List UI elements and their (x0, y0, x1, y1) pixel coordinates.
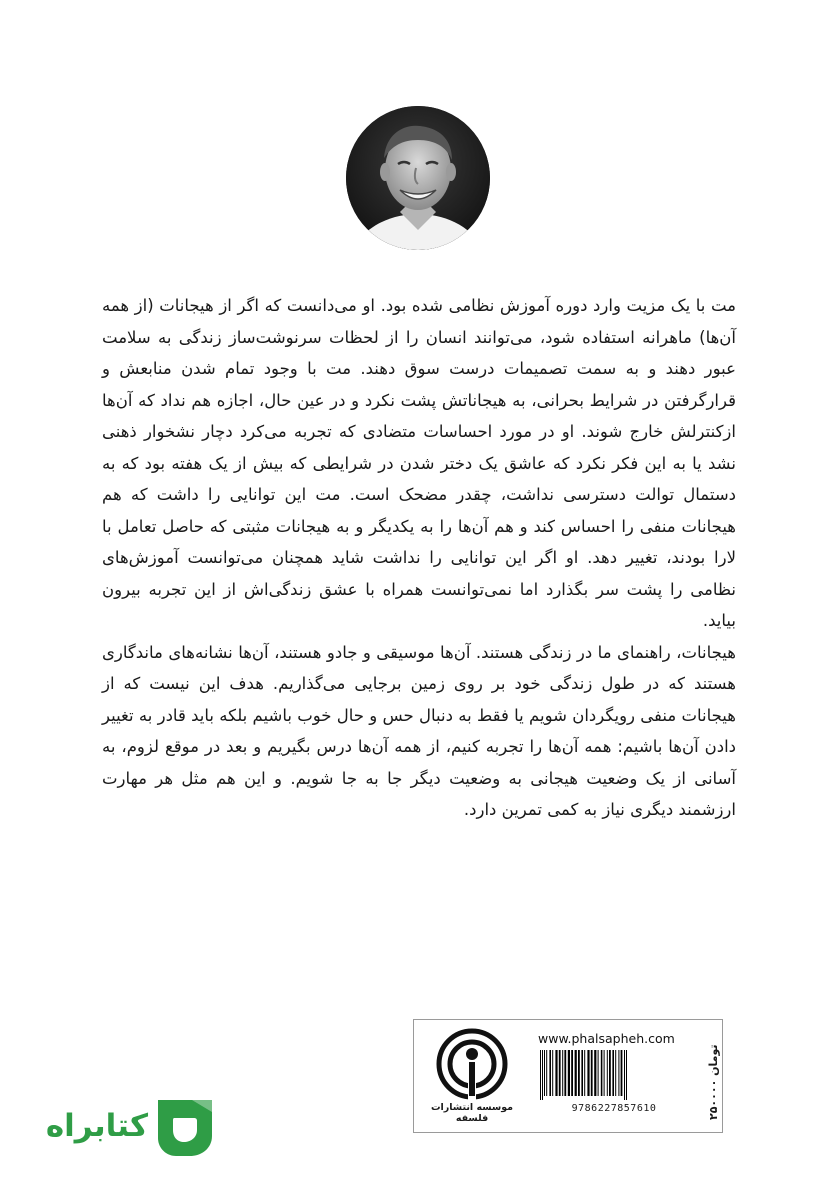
barcode-bar (591, 1050, 593, 1096)
leaf-icon (154, 1096, 218, 1158)
barcode-bar (604, 1050, 605, 1096)
barcode-bar (626, 1050, 627, 1100)
barcode-bar (624, 1050, 625, 1100)
blurb-paragraph-1: مت با یک مزیت وارد دوره آموزش نظامی شده بود. او می‌دانست که اگر از هیجانات (از همه آن‌ها) ماهرانه استفاده شود، می‌توانند انسان را از لحظات سرنوشت‌ساز زندگی به سلامت عبور دهند و به سمت تصمیمات درست سوق دهند. مت با وجود تمام شدن منابعش و قرارگرفتن در شرایط بحرانی، به هیجاناتش پشت نکرد و در عین حال، اجازه هم نداد که آن‌ها ازکنترلش خارج شوند. او در مورد احساسات متضادی که تجربه می‌کرد دچار نشخوار ذهنی نشد یا به این فکر نکرد که عاشق یک دختر شدن در شرایطی که بیش از یک هفته بود که به دستمال توالت دسترسی نداشت، چقدر مضحک است. مت این توانایی را داشت که هم هیجانات منفی را احساس کند و هم آن‌ها را به یکدیگر و به هیجانات مثبتی که حاصل تعامل با لارا بودند، تغییر دهد. او اگر این توانایی را نداشت شاید همچنان می‌توانست آموزش‌های نظامی را پشت سر بگذارد اما نمی‌توانست همراه با عشق زندگی‌اش از این تجربه بیرون بیاید. (102, 296, 736, 630)
back-cover-blurb (102, 290, 736, 826)
isbn-barcode (538, 1050, 690, 1100)
author-portrait-icon (346, 106, 490, 250)
barcode-bar (559, 1050, 561, 1096)
barcode-bar (575, 1050, 577, 1096)
barcode-bar (615, 1050, 616, 1096)
isbn-number: 9786227857610 (571, 1103, 657, 1114)
barcode-bar (594, 1050, 596, 1096)
barcode-bar (618, 1050, 619, 1096)
barcode-bar (587, 1050, 589, 1096)
barcode-bar (598, 1050, 599, 1096)
publisher-name: موسسه انتشارات فلسفه (430, 1102, 514, 1124)
barcode-bar (555, 1050, 557, 1096)
barcode-bar (564, 1050, 566, 1096)
barcode-bar (546, 1050, 547, 1096)
barcode-bar (542, 1050, 543, 1100)
barcode-bar (578, 1050, 580, 1096)
author-photo (346, 106, 490, 250)
barcode-bar (581, 1050, 583, 1096)
barcode-bar (571, 1050, 573, 1096)
barcode-bar (601, 1050, 603, 1096)
barcode-bar (549, 1050, 551, 1096)
price-label: ۲۵۰۰۰۰ تومان (707, 1044, 720, 1120)
barcode-bar (544, 1050, 545, 1096)
barcode-bar (621, 1050, 623, 1096)
brand-logo (36, 1094, 220, 1166)
brand-name: کتابراه (45, 1108, 148, 1144)
barcode-bar (552, 1050, 553, 1096)
publisher-logo-icon (436, 1028, 508, 1100)
barcode-bar (562, 1050, 563, 1096)
barcode-bar (609, 1050, 611, 1096)
barcode-bar (584, 1050, 585, 1096)
barcode-bar (540, 1050, 541, 1100)
blurb-paragraph-2: هیجانات، راهنمای ما در زندگی هستند. آن‌ها موسیقی و جادو هستند، آن‌ها نشانه‌های ماندگاری هستند که در طول زندگی خود بر روی زمین برجایی می‌گذاریم. هدف این نیست که از هیجانات منفی رویگردان شویم یا فقط به دنبال حس و حال خوب باشیم بلکه باید قادر به تغییر دادن آن‌ها باشیم: همه آن‌ها را تجربه کنیم، از همه آن‌ها درس بگیریم و بعد در موقع لزوم، به آسانی از یک وضعیت هیجانی به وضعیت دیگر جا به جا شویم. و این هم مثل هر مهارت ارزشمند دیگری نیاز به کمی تمرین دارد. (102, 642, 736, 819)
barcode-bar (612, 1050, 614, 1096)
barcode-bar (568, 1050, 570, 1096)
publisher-website[interactable]: www.phalsapheh.com (538, 1031, 675, 1046)
barcode-bar (607, 1050, 608, 1096)
